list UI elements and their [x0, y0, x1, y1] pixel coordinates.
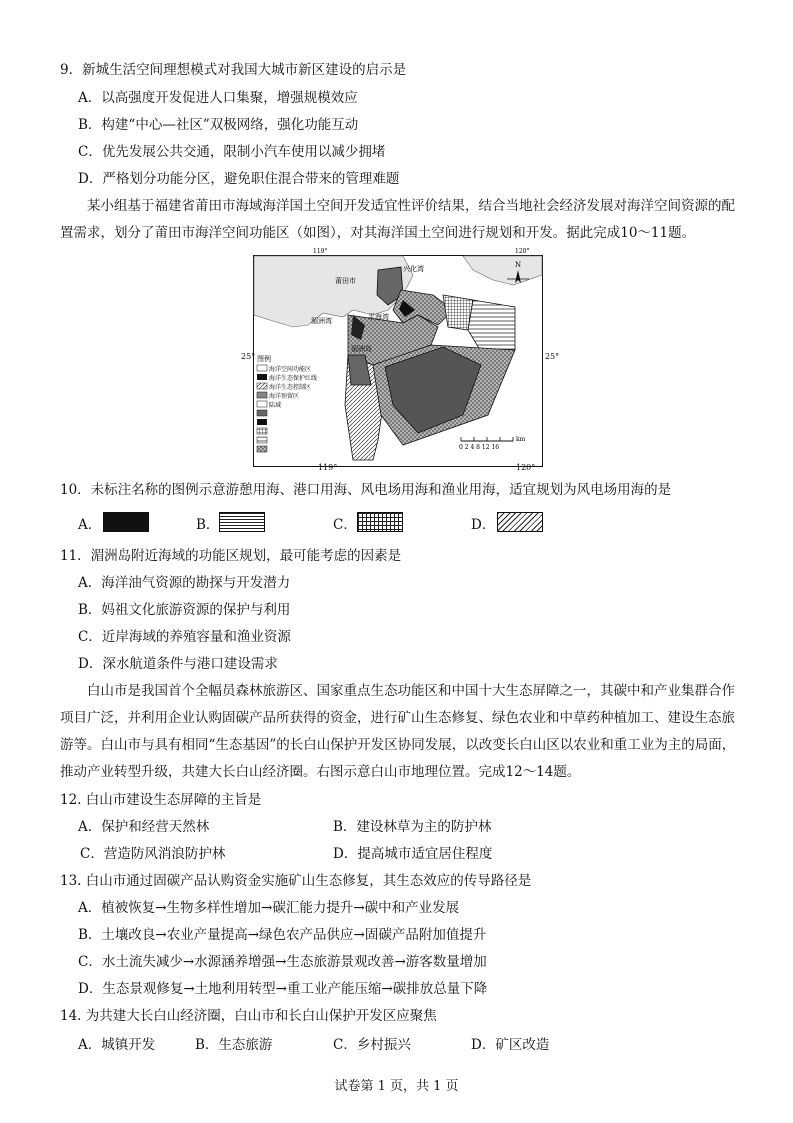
- q10-option-b-label: B．: [196, 517, 220, 533]
- q10-stem: 10．未标注名称的图例示意游憩用海、港口用海、风电场用海和渔业用海，适宜规划为风电场用海的是: [60, 482, 672, 498]
- place-meizhoudao: 湄洲岛: [351, 345, 372, 353]
- place-putian: 莆田市: [335, 277, 356, 285]
- q14-option-b: B．生态旅游: [195, 1037, 273, 1053]
- q11-option-b: B．妈祖文化旅游资源的保护与利用: [78, 602, 291, 618]
- north-label: N: [515, 261, 522, 269]
- place-xinghuawan: 兴化湾: [403, 265, 424, 273]
- q12-option-d: D．提高城市适宜居住程度: [333, 846, 493, 862]
- q12-option-b: B．建设林草为主的防护林: [333, 819, 492, 835]
- q12-option-c: C．营造防风消浪防护林: [80, 846, 226, 862]
- q9-stem: 9．新城生活空间理想模式对我国大城市新区建设的启示是: [60, 62, 407, 78]
- q10-option-d-label: D．: [471, 517, 496, 533]
- q10-option-d-swatch: [497, 512, 543, 532]
- legend-item-5: 陆域: [269, 402, 282, 409]
- q9-option-c: C．优先发展公共交通，限制小汽车使用以减少拥堵: [78, 144, 386, 160]
- q13-option-a: A．植被恢复→生物多样性增加→碳汇能力提升→碳中和产业发展: [78, 900, 460, 916]
- lon-label-bottom-right: 120°: [516, 463, 536, 472]
- q10-option-a-label: A．: [78, 517, 102, 533]
- q14-option-d: D．矿区改造: [471, 1037, 550, 1053]
- legend-item-1: 海洋空间功能区: [269, 366, 312, 373]
- scale-unit: km: [516, 436, 526, 443]
- lon-label-right: 120°: [515, 248, 530, 255]
- place-meizhouwan: 湄洲湾: [311, 317, 332, 325]
- q10-option-b-swatch: [219, 512, 265, 532]
- legend-item-3: 海洋生态控制区: [269, 384, 312, 391]
- page-footer: 试卷第 1 页，共 1 页: [334, 1079, 459, 1094]
- passage-baishan: 白山市是我国首个全幅员森林旅游区、国家重点生态功能区和中国十大生态屏障之一，其碳中和产业集群合作项目广泛，并利用企业认购固碳产品所获得的资金，进行矿山生态修复、绿色农业和中草药种植加工、建设生态旅游等。白山市与具有相同“生态基因”的长白山保护开发区协同发展，以改变长白山区以农业和重工业为主的局面，推动产业转型升级，共建大长白山经济圈。右图示意白山市地理位置。完成12～14题。: [60, 683, 736, 780]
- place-pinghaiwan: 平海湾: [368, 313, 389, 321]
- putian-marine-zoning-map: [253, 248, 543, 467]
- q14-option-a: A．城镇开发: [78, 1037, 156, 1053]
- q14-option-c: C．乡村振兴: [333, 1037, 411, 1053]
- legend-title: 图例: [257, 355, 271, 363]
- legend-item-2: 海洋生态保护红线: [269, 375, 318, 382]
- q12-option-a: A．保护和经营天然林: [78, 819, 210, 835]
- q9-option-b: B．构建“中心—社区”双极网络，强化功能互动: [78, 117, 359, 133]
- q10-option-c-swatch: [357, 512, 403, 532]
- q11-option-d: D．深水航道条件与港口建设需求: [78, 656, 278, 672]
- q14-stem: 14. 为共建大长白山经济圈，白山市和长白山保护开发区应聚焦: [60, 1008, 437, 1024]
- lon-label-left: 119°: [313, 248, 328, 255]
- q13-stem: 13. 白山市通过固碳产品认购资金实施矿山生态修复，其生态效应的传导路径是: [60, 873, 532, 889]
- q12-stem: 12. 白山市建设生态屏障的主旨是: [60, 792, 262, 808]
- q11-option-a: A．海洋油气资源的勘探与开发潜力: [78, 575, 291, 591]
- q11-option-c: C．近岸海域的养殖容量和渔业资源: [78, 629, 291, 645]
- lon-label-bottom-left: 119°: [318, 463, 338, 472]
- q13-option-b: B．土壤改良→农业产量提高→绿色农产品供应→固碳产品附加值提升: [78, 927, 487, 943]
- q9-option-a: A．以高强度开发促进人口集聚，增强规模效应: [78, 90, 358, 106]
- passage-putian: 某小组基于福建省莆田市海域海洋国土空间开发适宜性评价结果，结合当地社会经济发展对海洋空间资源的配置需求，划分了莆田市海洋空间功能区（如图），对其海洋国土空间进行规划和开发。据此完成10～11题。: [60, 198, 735, 241]
- q10-option-c-label: C．: [333, 517, 357, 533]
- q9-option-d: D．严格划分功能分区，避免职住混合带来的管理难题: [78, 171, 400, 187]
- legend-item-4: 海洋预留区: [269, 393, 300, 400]
- scale-numbers: 0 2 4 8 12 16: [459, 444, 500, 451]
- q11-stem: 11．湄洲岛附近海域的功能区规划，最可能考虑的因素是: [60, 548, 402, 564]
- q10-option-a-swatch: [103, 512, 149, 532]
- lat-label-right: 25°: [545, 352, 560, 361]
- q13-option-d: D．生态景观修复→土地利用转型→重工业产能压缩→碳排放总量下降: [78, 981, 488, 997]
- lat-label-left: 25°: [241, 352, 256, 361]
- q13-option-c: C．水土流失减少→水源涵养增强→生态旅游景观改善→游客数量增加: [78, 954, 487, 970]
